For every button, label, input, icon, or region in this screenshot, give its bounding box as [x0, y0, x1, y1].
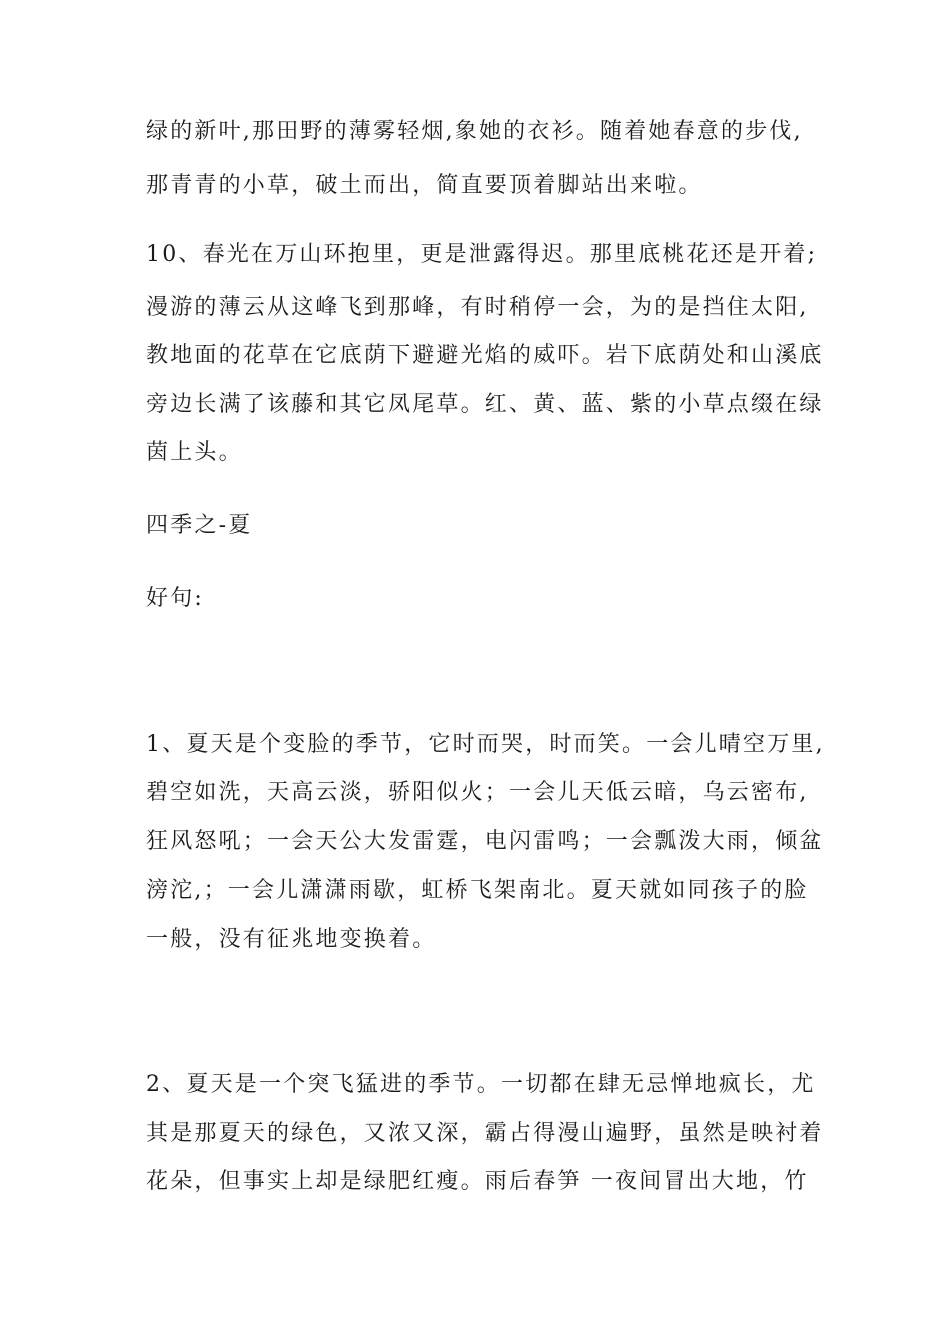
paragraph-line: 2、夏天是一个突飞猛进的季节。一切都在肆无忌惮地疯长，尤 [146, 1072, 816, 1097]
paragraph-line: 教地面的花草在它底荫下避避光焰的威吓。岩下底荫处和山溪底 [146, 343, 824, 368]
paragraph-line: 茵上头。 [146, 440, 243, 465]
paragraph-line: 碧空如洗，天高云淡，骄阳似火；一会儿天低云暗，乌云密布, [146, 780, 809, 805]
paragraph-line: 那青青的小草，破土而出，简直要顶着脚站出来啦。 [146, 173, 703, 198]
paragraph-line: 一般，没有征兆地变换着。 [146, 927, 437, 952]
paragraph-line: 滂沱,；一会儿潇潇雨歇，虹桥飞架南北。夏天就如同孩子的脸 [146, 878, 809, 903]
paragraph-line: 10、春光在万山环抱里，更是泄露得迟。那里底桃花还是开着; [146, 242, 818, 267]
paragraph-line: 漫游的薄云从这峰飞到那峰，有时稍停一会，为的是挡住太阳, [146, 295, 809, 320]
paragraph-line: 狂风怒吼；一会天公大发雷霆，电闪雷鸣；一会瓢泼大雨，倾盆 [146, 829, 824, 854]
paragraph-line: 花朵，但事实上却是绿肥红瘦。雨后春笋 一夜间冒出大地，竹 [146, 1169, 809, 1194]
paragraph-line: 旁边长满了该藤和其它凤尾草。红、黄、蓝、紫的小草点缀在绿 [146, 392, 824, 417]
paragraph-line: 绿的新叶,那田野的薄雾轻烟,象她的衣衫。随着她春意的步伐, [146, 119, 803, 144]
subsection-heading: 好句: [146, 586, 205, 611]
paragraph-line: 1、夏天是个变脸的季节，它时而哭，时而笑。一会儿晴空万里, [146, 732, 825, 757]
section-heading: 四季之-夏 [146, 513, 253, 538]
paragraph-line: 其是那夏天的绿色，又浓又深，霸占得漫山遍野，虽然是映衬着 [146, 1121, 824, 1146]
